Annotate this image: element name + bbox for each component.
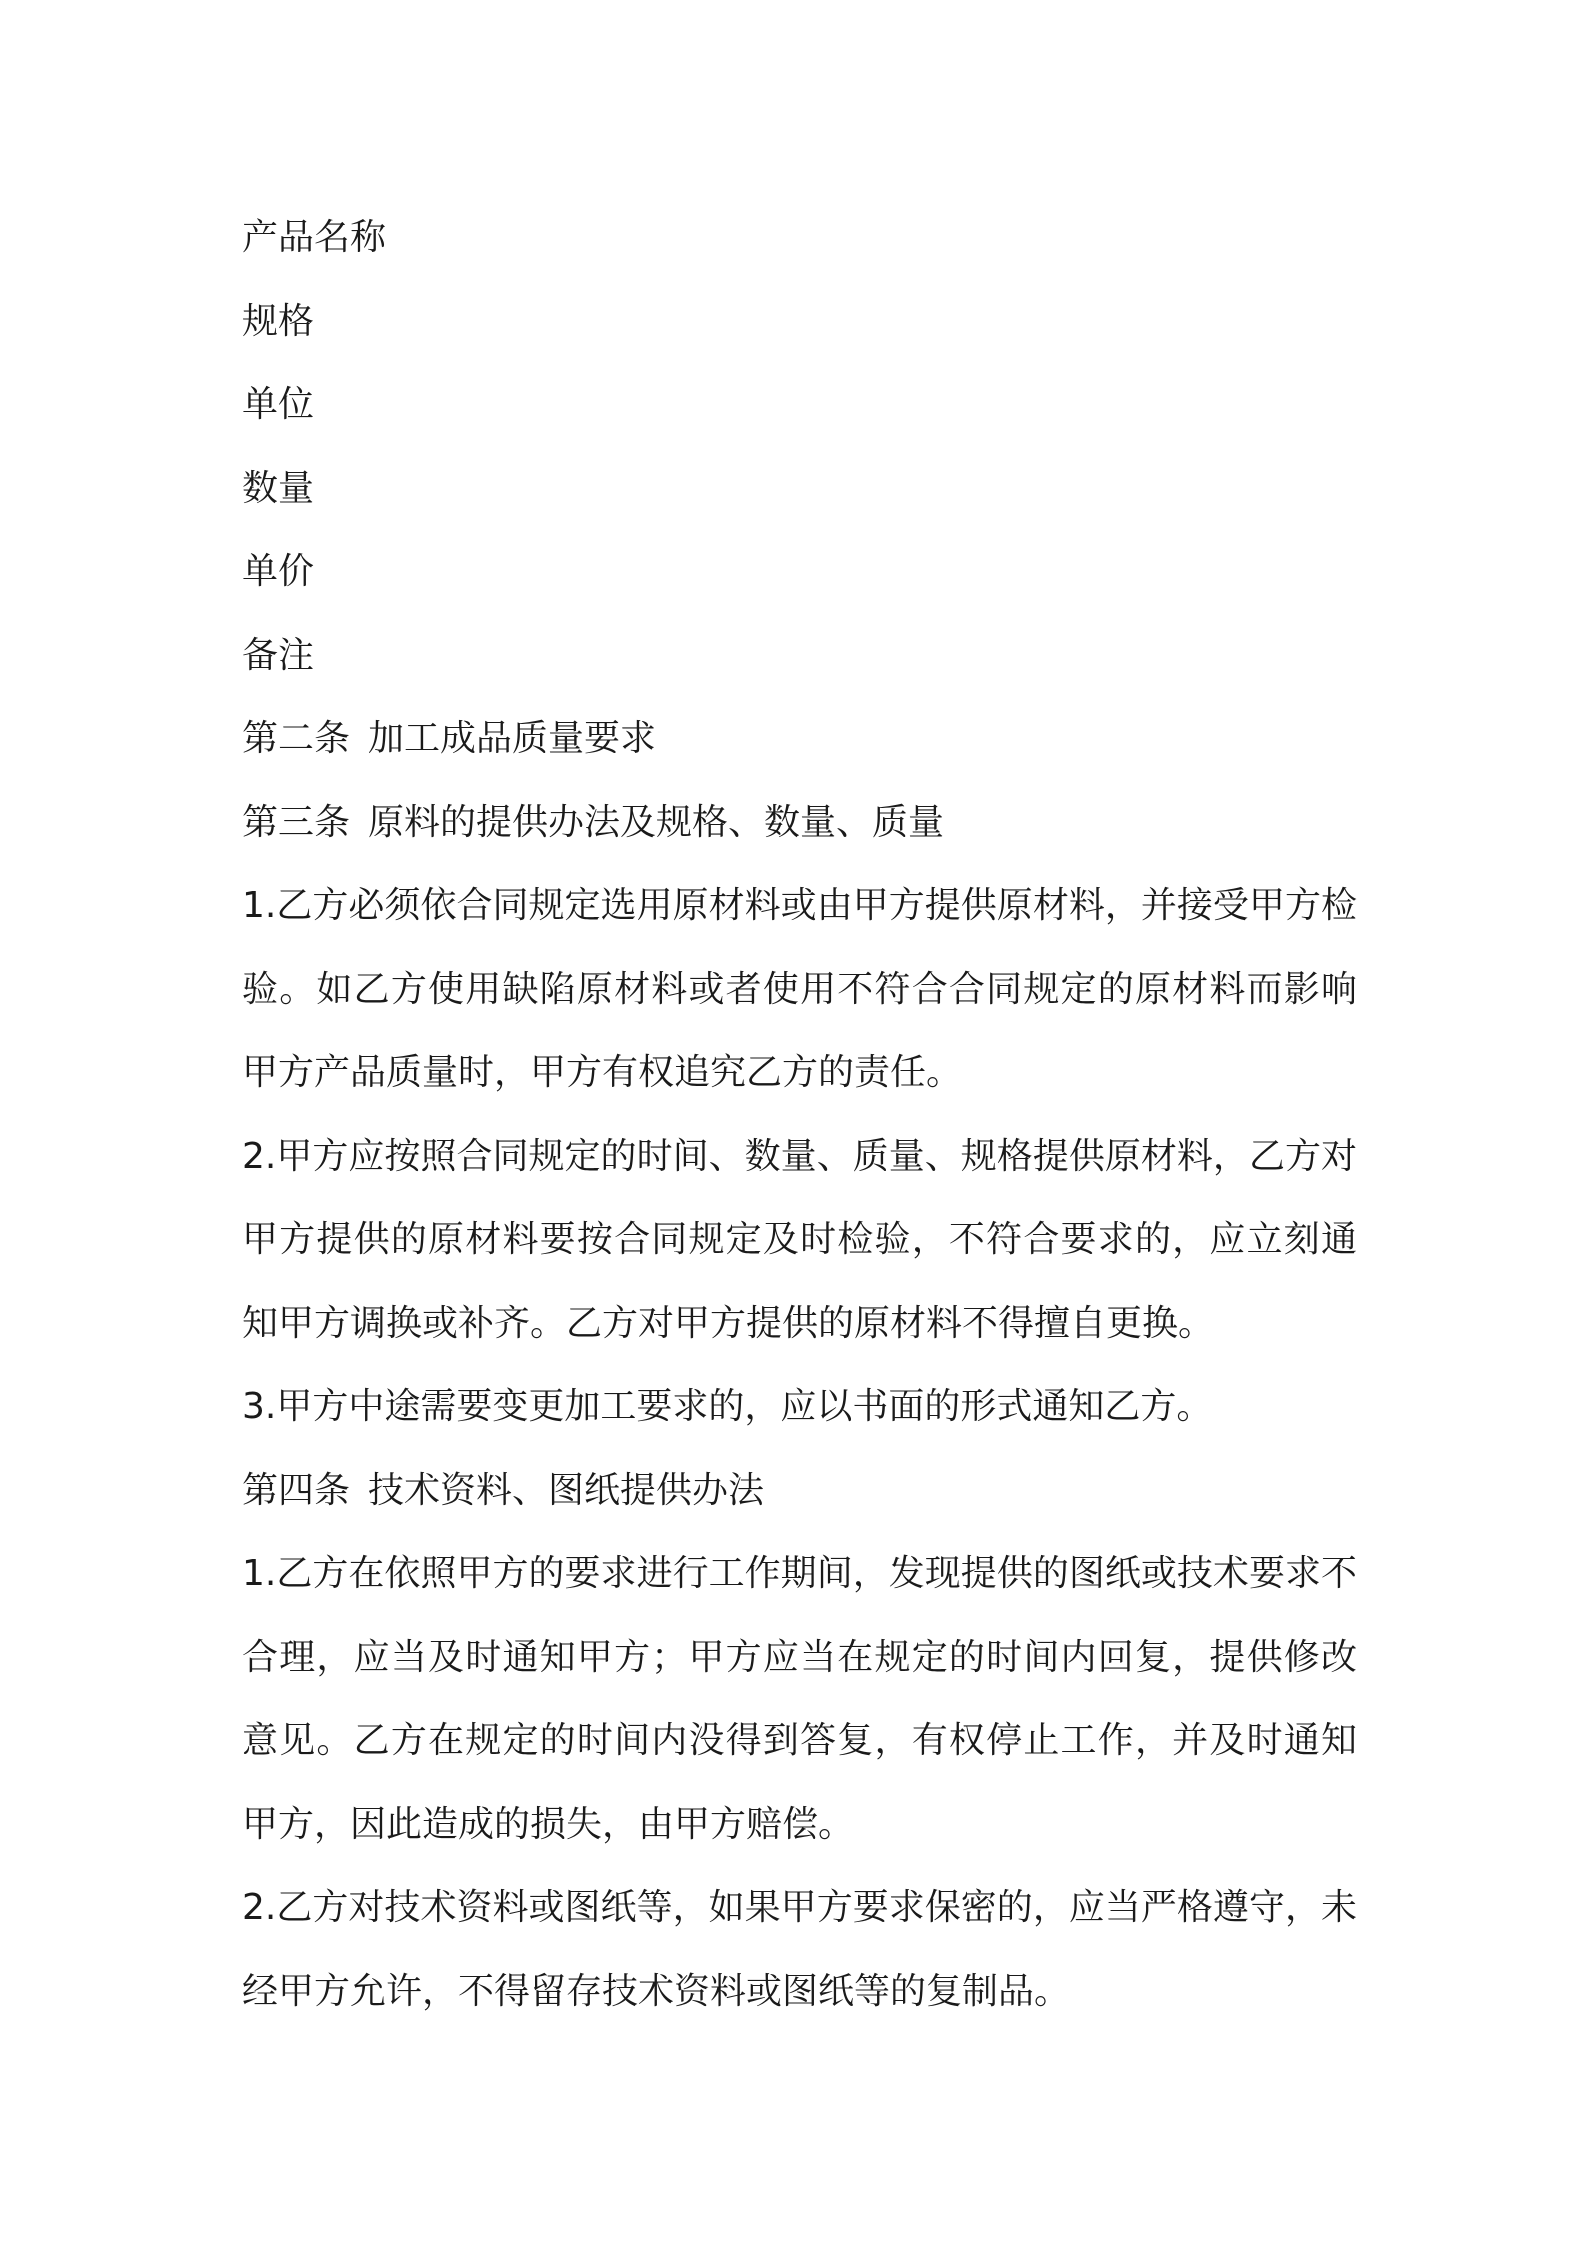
article-3-item-3: 3.甲方中途需要变更加工要求的，应以书面的形式通知乙方。: [242, 1386, 1213, 1427]
article-4-heading: [242, 1449, 1357, 1533]
article-3-number: 第三条: [242, 801, 351, 843]
article-4-number: 第四条: [242, 1469, 351, 1511]
article-2-number: 第二条: [242, 718, 351, 759]
article-3-item-1: 1.乙方必须依合同规定选用原材料或由甲方提供原材料，并接受甲方检验。如乙方使用缺陷原材料或者使用不符合合同规定的原材料而影响甲方产品质量时，甲方有权追究乙方的责任。: [242, 885, 1357, 1093]
article-4-title: 技术资料、图纸提供办法: [368, 1469, 765, 1511]
field-label-spec: 规格: [242, 300, 315, 342]
article-3-heading: [242, 781, 1357, 865]
article-3-title: 原料的提供办法及规格、数量、质量: [368, 801, 945, 843]
field-label-quantity: 数量: [242, 467, 315, 509]
article-2-heading: [242, 697, 1357, 781]
article-4-item-2: 2.乙方对技术资料或图纸等，如果甲方要求保密的，应当严格遵守，未经甲方允许，不得留存技术资料或图纸等的复制品。: [242, 1887, 1357, 2012]
field-label-product-name: 产品名称: [242, 217, 387, 258]
document-body: [242, 196, 1357, 2033]
article-4-item-1: 1.乙方在依照甲方的要求进行工作期间，发现提供的图纸或技术要求不合理，应当及时通知甲方；甲方应当在规定的时间内回复，提供修改意见。乙方在规定的时间内没得到答复，有权停止工作，并及时通知甲方，因此造成的损失，由甲方赔偿。: [242, 1553, 1357, 1845]
article-3-item-2: 2.甲方应按照合同规定的时间、数量、质量、规格提供原材料，乙方对甲方提供的原材料要按合同规定及时检验，不符合要求的，应立刻通知甲方调换或补齐。乙方对甲方提供的原材料不得擅自更换。: [242, 1135, 1357, 1344]
article-2-title: 加工成品质量要求: [368, 718, 657, 759]
field-label-remarks: 备注: [242, 634, 315, 676]
field-label-unit-price: 单价: [242, 551, 315, 592]
field-label-unit: 单位: [242, 384, 315, 425]
